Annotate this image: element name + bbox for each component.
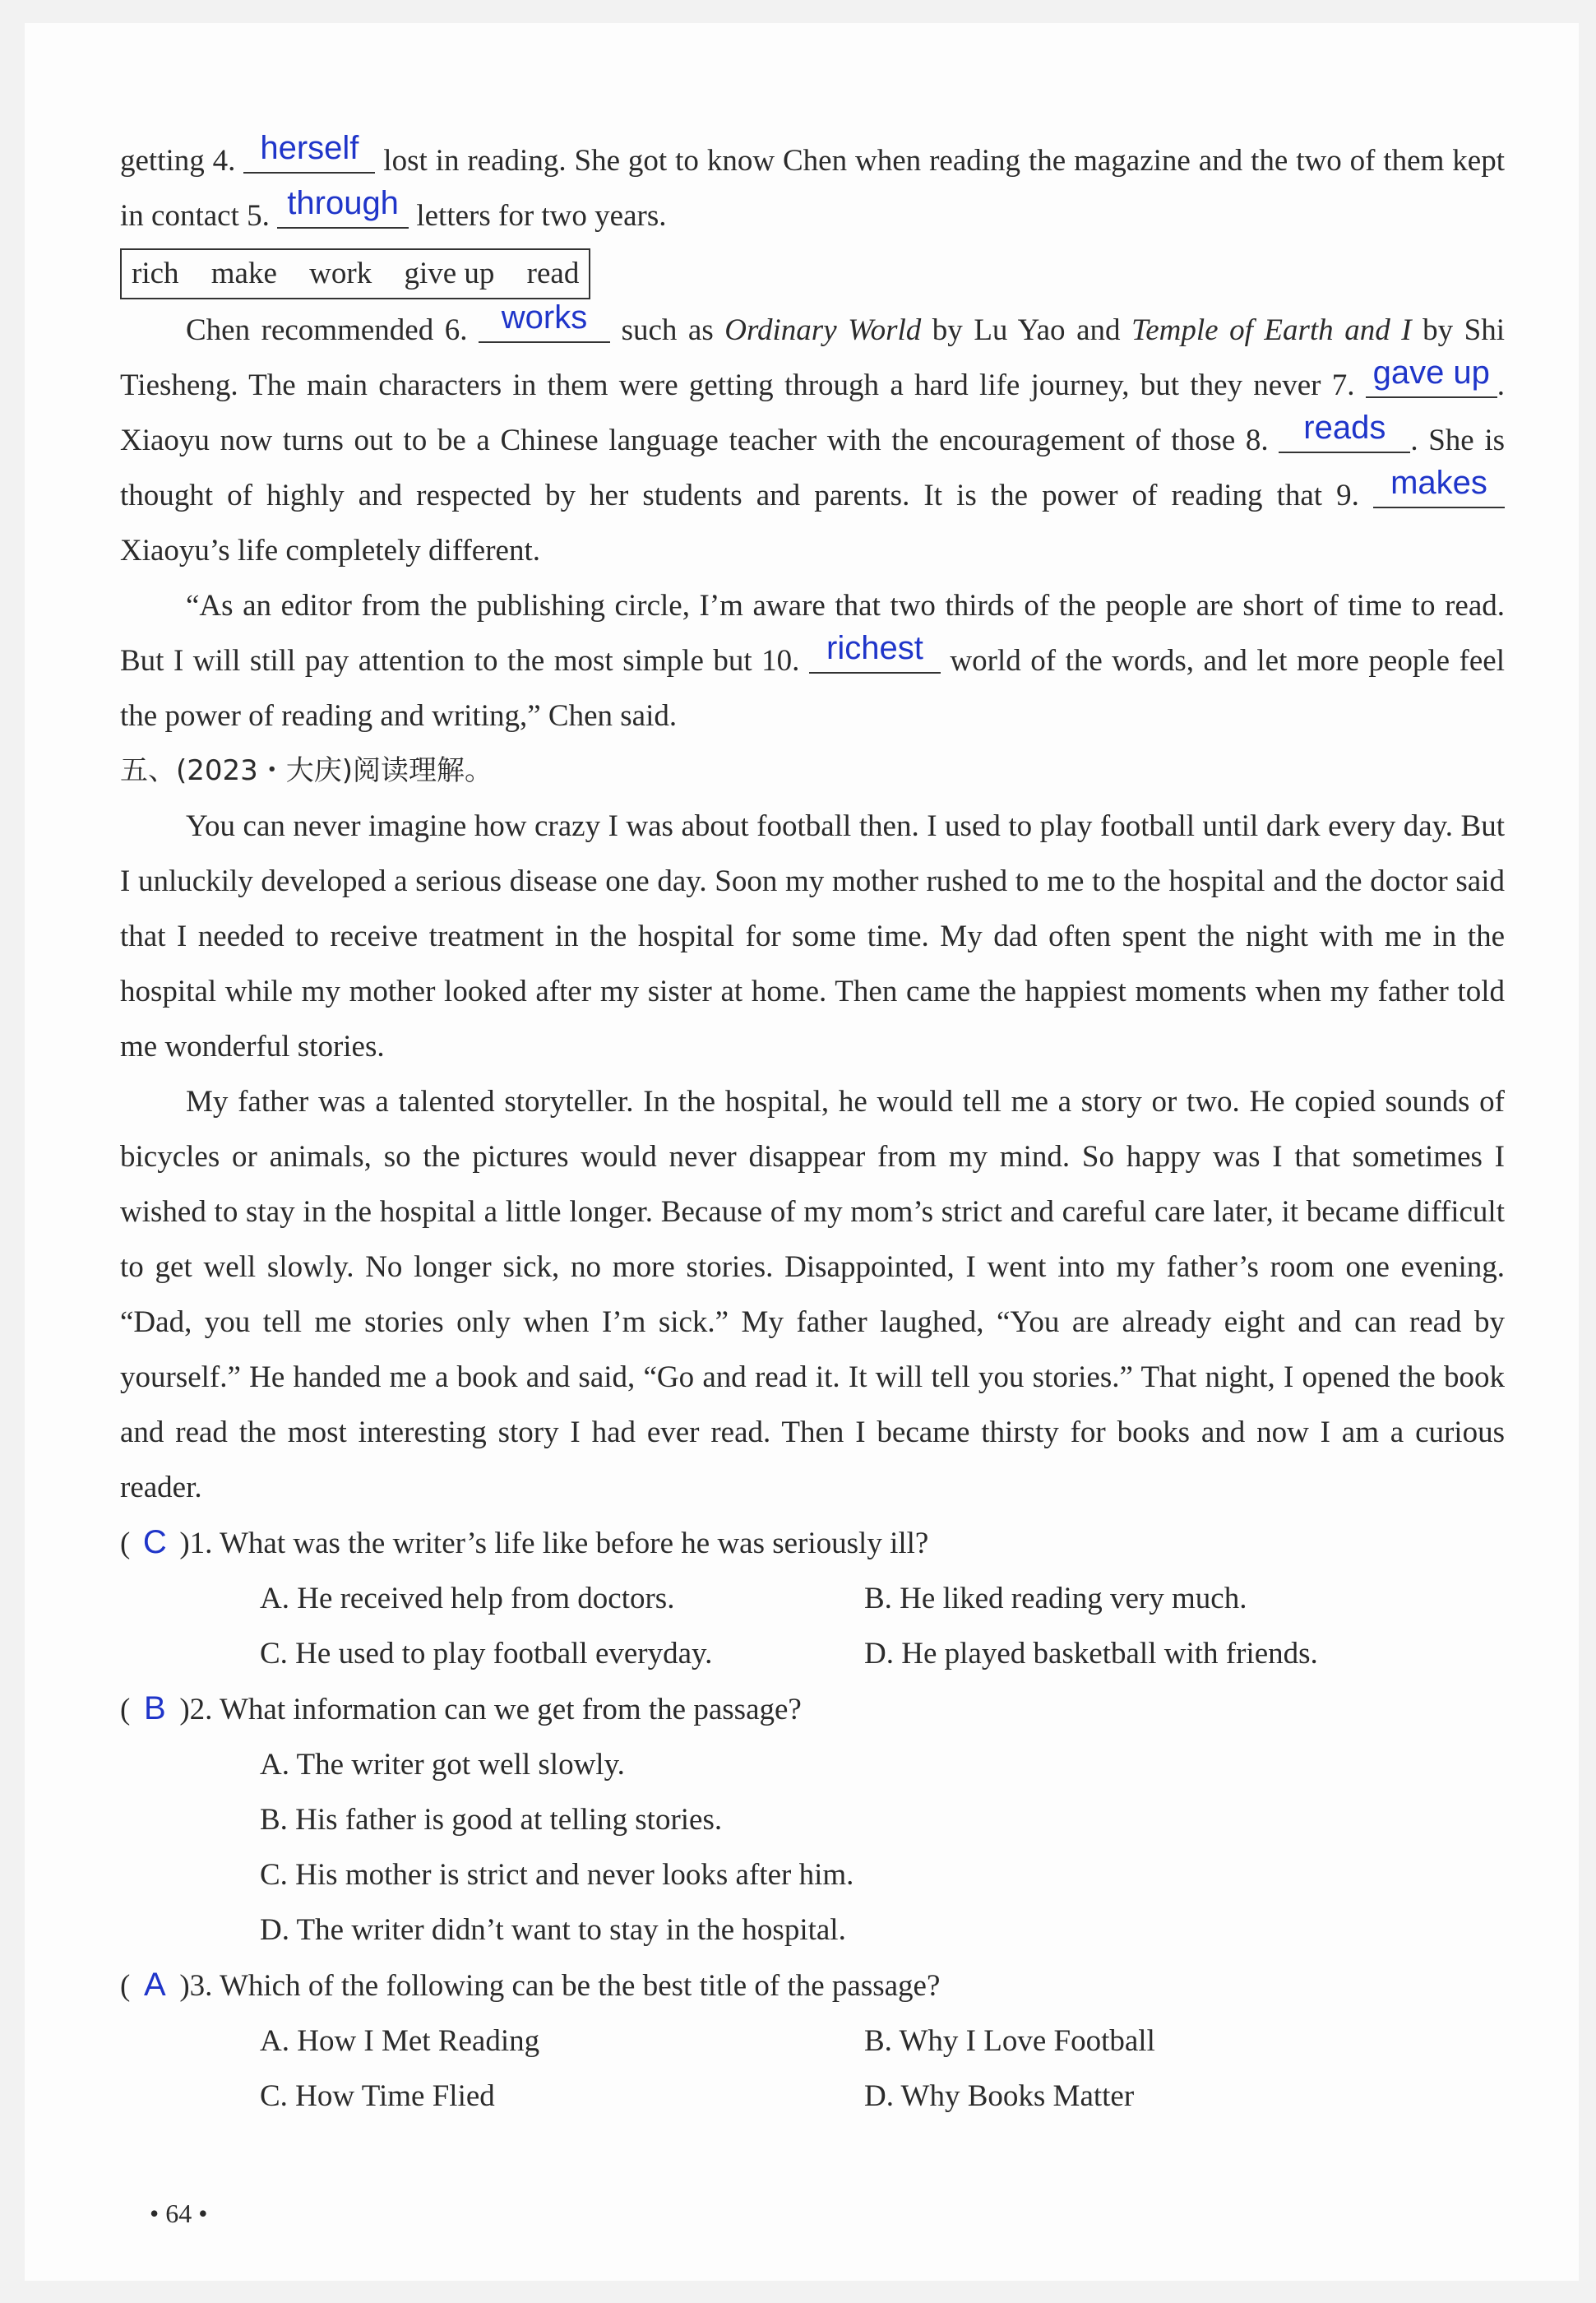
answer-paren: ( — [120, 1693, 131, 1726]
page-number: • 64 • — [150, 2199, 208, 2228]
cloze-paragraph-3 — [120, 578, 1505, 744]
text-span: . She is thought of highly and respected by her students and parents. It is the power of reading that 9. — [120, 424, 1505, 512]
worksheet-page — [25, 23, 1579, 2281]
word-box-item: read — [526, 257, 580, 290]
option-c[interactable]: C. He used to play football everyday. — [260, 1637, 713, 1670]
option-a[interactable]: A. He received help from doctors. — [260, 1582, 675, 1615]
answer-7: gave up — [1372, 354, 1490, 391]
text-span: Xiaoyu’s life completely different. — [120, 534, 540, 568]
blank-7[interactable] — [1366, 354, 1497, 398]
book-title: Temple of Earth and I — [1131, 313, 1412, 347]
option-c[interactable]: C. His mother is strict and never looks after him. — [260, 1858, 854, 1892]
text-span: . Xiaoyu now turns out to be a Chinese language teacher with the encouragement of those 8. — [120, 368, 1505, 457]
option-b[interactable]: B. His father is good at telling stories. — [260, 1803, 723, 1837]
text-span: letters for two years. — [409, 199, 667, 233]
text-span: “As an editor from the publishing circle, I’m aware that two thirds of the people are short of time to read. But I will still pay attention to the most simple but 10. — [120, 589, 1505, 678]
blank-10[interactable] — [809, 630, 941, 674]
text-span: by Shi Tiesheng. The main characters in them were getting through a hard life journey, but they never 7. — [120, 313, 1506, 402]
word-box-item: work — [309, 257, 372, 290]
cloze-paragraph-1 — [120, 130, 1506, 243]
option-d[interactable]: D. He played basketball with friends. — [864, 1637, 1318, 1670]
answer-9: makes — [1390, 465, 1487, 501]
page-content — [120, 130, 1506, 2124]
options — [120, 2013, 1505, 2124]
answer-4: herself — [260, 130, 359, 166]
option-a[interactable]: A. How I Met Reading — [260, 2024, 540, 2058]
option-d[interactable]: D. The writer didn’t want to stay in the hospital. — [260, 1913, 846, 1947]
text-span: world of the words, and let more people feel the power of reading and writing,” Chen said. — [120, 644, 1505, 733]
answer-paren: ( — [120, 1969, 131, 2003]
text-span: lost in reading. She got to know Chen when reading the magazine and the two of them kept in contact 5. — [120, 144, 1506, 233]
text-span: getting 4. — [120, 144, 244, 178]
answer-letter[interactable]: A — [143, 1967, 166, 2003]
question-1 — [120, 1515, 1505, 1681]
question-2 — [120, 1681, 1505, 1958]
option-b[interactable]: B. Why I Love Football — [864, 2024, 1155, 2058]
answer-5: through — [287, 185, 399, 221]
option-a[interactable]: A. The writer got well slowly. — [260, 1748, 625, 1782]
option-c[interactable]: C. How Time Flied — [260, 2079, 495, 2113]
options — [120, 1737, 1505, 1958]
option-d[interactable]: D. Why Books Matter — [864, 2079, 1135, 2113]
word-box — [120, 248, 590, 299]
options — [120, 1571, 1505, 1681]
question-stem: )2. What information can we get from the passage? — [179, 1693, 802, 1726]
text-span: by Lu Yao and — [921, 313, 1132, 347]
cloze-paragraph-2 — [120, 299, 1506, 578]
answer-10: richest — [826, 630, 923, 666]
answer-6: works — [501, 299, 588, 336]
answer-8: reads — [1303, 410, 1386, 446]
passage-paragraph-2: My father was a talented storyteller. In the hospital, he would tell me a story or two. He copied sounds of bicycles or animals, so the pictures would never disappear from my mind. So happy was I that sometimes I wished to stay in the hospital a little longer. Because of my mom’s strict and careful care later, it became difficult to get well slowly. No longer sick, no more stories. Disappointed, I went into my father’s room one evening. “Dad, you tell me stories only when I’m sick.” My father laughed, “You are already eight and can read by yourself.” He handed me a book and said, “Go and read it. It will tell you stories.” That night, I opened the book and read the most interesting story I had ever read. Then I became thirsty for books and now I am a curious reader. — [120, 1085, 1505, 1504]
section-heading: 五、(2023・大庆)阅读理解。 — [120, 754, 493, 787]
word-box-item: make — [210, 257, 277, 290]
question-stem: )3. Which of the following can be the best title of the passage? — [179, 1969, 941, 2003]
question-3 — [120, 1958, 1505, 2124]
blank-8[interactable] — [1279, 410, 1410, 453]
answer-letter[interactable]: C — [142, 1524, 167, 1560]
question-stem: )1. What was the writer’s life like before he was seriously ill? — [179, 1527, 929, 1560]
word-box-item: give up — [404, 257, 495, 290]
blank-5[interactable] — [277, 185, 409, 229]
text-span: such as — [610, 313, 725, 347]
passage-paragraph-1: You can never imagine how crazy I was about football then. I used to play football until dark every day. But I unluckily developed a serious disease one day. Soon my mother rushed to me to the hospital and the doctor said that I needed to receive treatment in the hospital for some time. My dad often spent the night with me in the hospital while my mother looked after my sister at home. Then came the happiest moments when my father told me wonderful stories. — [120, 809, 1505, 1063]
answer-paren: ( — [120, 1527, 131, 1560]
blank-6[interactable] — [479, 299, 610, 343]
word-box-item: rich — [132, 257, 179, 290]
answer-letter[interactable]: B — [143, 1690, 166, 1726]
blank-9[interactable] — [1373, 465, 1505, 508]
blank-4[interactable] — [243, 130, 375, 174]
book-title: Ordinary World — [724, 313, 922, 347]
text-span: Chen recommended 6. — [186, 313, 479, 347]
option-b[interactable]: B. He liked reading very much. — [864, 1582, 1247, 1615]
